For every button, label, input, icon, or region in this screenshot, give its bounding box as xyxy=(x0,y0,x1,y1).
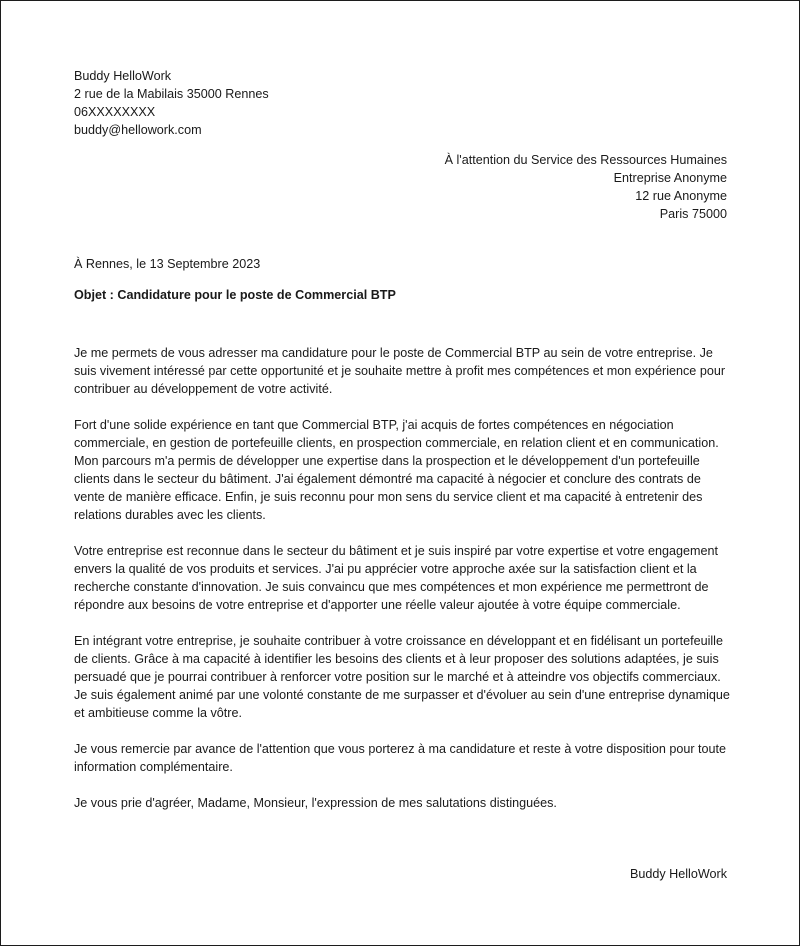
body-paragraph: Je vous remercie par avance de l'attention que vous porterez à ma candidature et reste à votre disposition pour toute information complémentaire. xyxy=(74,742,727,774)
letter-body xyxy=(74,344,734,830)
subject-line: Objet : Candidature pour le poste de Commercial BTP xyxy=(74,288,396,302)
body-paragraph: Votre entreprise est reconnue dans le secteur du bâtiment et je suis inspiré par votre expertise et votre engagement envers la qualité de vos produits et services. J'ai pu apprécier votre approche axée sur la satisfaction client et la recherche constante d'innovation. Je suis convaincu que mes compétences et mon expérience me permettront de répondre aux besoins de votre entreprise et d'apporter une réelle valeur ajoutée à votre équipe commerciale. xyxy=(74,544,719,612)
signature: Buddy HelloWork xyxy=(629,867,727,881)
sender-email: buddy@hellowork.com xyxy=(74,123,202,137)
sender-block xyxy=(74,67,269,139)
sender-name: Buddy HelloWork xyxy=(74,69,172,83)
sender-address: 2 rue de la Mabilais 35000 Rennes xyxy=(74,87,269,101)
sender-phone: 06XXXXXXXX xyxy=(74,105,156,119)
body-paragraph: Je me permets de vous adresser ma candidature pour le poste de Commercial BTP au sein de votre entreprise. Je suis vivement intéressé par cette opportunité et je souhaite mettre à profit mes compétences et mon expérience pour contribuer au développement de votre activité. xyxy=(74,346,726,396)
closing-paragraph: Je vous prie d'agréer, Madame, Monsieur, l'expression de mes salutations distinguées. xyxy=(74,796,557,810)
body-paragraph: En intégrant votre entreprise, je souhaite contribuer à votre croissance en développant et en fidélisant un portefeuille de clients. Grâce à ma capacité à identifier les besoins des clients et à leur proposer des solutions adaptées, je suis persuadé que je pourrai contribuer à renforcer votre position sur le marché et à atteindre vos objectifs commerciaux. Je suis également animé par une volonté constante de me surpasser et d'évoluer au sein d'une entreprise dynamique et ambitieuse comme la vôtre. xyxy=(74,634,730,720)
recipient-attention: À l'attention du Service des Ressources Humaines xyxy=(444,153,727,167)
recipient-street: 12 rue Anonyme xyxy=(635,189,727,203)
recipient-block xyxy=(445,151,727,223)
recipient-city: Paris 75000 xyxy=(659,207,727,221)
date-line: À Rennes, le 13 Septembre 2023 xyxy=(74,257,261,271)
recipient-company: Entreprise Anonyme xyxy=(613,171,727,185)
body-paragraph: Fort d'une solide expérience en tant que Commercial BTP, j'ai acquis de fortes compétences en négociation commerciale, en gestion de portefeuille clients, en prospection commerciale, en relation client et en communication. Mon parcours m'a permis de développer une expertise dans la prospection et le développement d'un portefeuille clients dans le secteur du bâtiment. J'ai également démontré ma capacité à négocier et conclure des contrats de vente de manière efficace. Enfin, je suis reconnu pour mon sens du service client et ma capacité à entretenir des relations durables avec les clients. xyxy=(74,418,719,522)
